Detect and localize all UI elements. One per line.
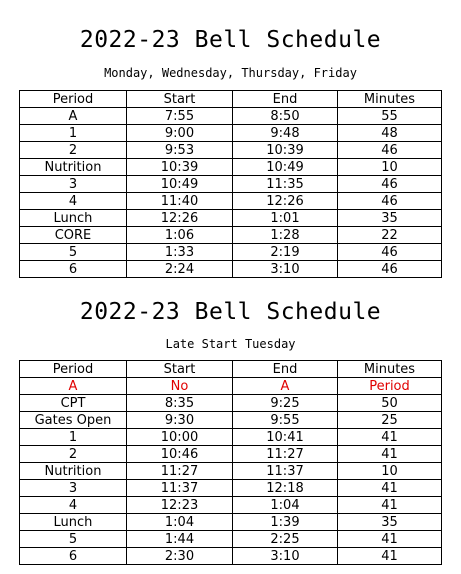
period-cell: 3	[20, 176, 127, 193]
table-row	[20, 125, 442, 142]
header-minutes: Minutes	[338, 91, 442, 108]
start-cell: 9:30	[127, 412, 233, 429]
table-row	[20, 531, 442, 548]
minutes-cell: 50	[338, 395, 442, 412]
period-cell: 2	[20, 142, 127, 159]
highlight-cell: A	[20, 378, 127, 395]
minutes-cell: 10	[338, 463, 442, 480]
table-row	[20, 261, 442, 278]
minutes-cell: 35	[338, 514, 442, 531]
schedule-2-table	[19, 360, 442, 565]
schedule-1-title: 2022-23 Bell Schedule	[79, 27, 382, 53]
minutes-cell: 55	[338, 108, 442, 125]
minutes-cell: 41	[338, 446, 442, 463]
end-cell: 10:41	[233, 429, 338, 446]
schedule-2-title: 2022-23 Bell Schedule	[79, 299, 382, 325]
minutes-cell: 25	[338, 412, 442, 429]
schedule-1-table	[19, 90, 442, 278]
period-cell: 3	[20, 480, 127, 497]
minutes-cell: 46	[338, 244, 442, 261]
schedule-1-subtitle: Monday, Wednesday, Thursday, Friday	[104, 66, 357, 80]
period-cell: 4	[20, 497, 127, 514]
highlight-cell: Period	[338, 378, 442, 395]
table-row	[20, 429, 442, 446]
start-cell: 11:37	[127, 480, 233, 497]
table-row	[20, 497, 442, 514]
start-cell: 8:35	[127, 395, 233, 412]
table-row	[20, 514, 442, 531]
period-cell: 1	[20, 125, 127, 142]
start-cell: 2:24	[127, 261, 233, 278]
period-cell: 6	[20, 548, 127, 565]
header-minutes: Minutes	[338, 361, 442, 378]
start-cell: 1:44	[127, 531, 233, 548]
schedule-2-subtitle: Late Start Tuesday	[165, 337, 296, 351]
table-row	[20, 142, 442, 159]
start-cell: 11:40	[127, 193, 233, 210]
period-cell: CPT	[20, 395, 127, 412]
end-cell: 3:10	[233, 261, 338, 278]
start-cell: 2:30	[127, 548, 233, 565]
period-cell: 4	[20, 193, 127, 210]
minutes-cell: 22	[338, 227, 442, 244]
period-cell: A	[20, 108, 127, 125]
end-cell: 11:27	[233, 446, 338, 463]
end-cell: 9:55	[233, 412, 338, 429]
start-cell: 1:04	[127, 514, 233, 531]
table-header-row	[20, 361, 442, 378]
end-cell: 3:10	[233, 548, 338, 565]
start-cell: 10:46	[127, 446, 233, 463]
minutes-cell: 41	[338, 531, 442, 548]
period-cell: 5	[20, 531, 127, 548]
end-cell: 11:35	[233, 176, 338, 193]
end-cell: 2:19	[233, 244, 338, 261]
table-row	[20, 412, 442, 429]
table-row	[20, 395, 442, 412]
start-cell: 1:06	[127, 227, 233, 244]
table-row	[20, 193, 442, 210]
table-header-row	[20, 91, 442, 108]
minutes-cell: 41	[338, 497, 442, 514]
end-cell: 1:04	[233, 497, 338, 514]
table-row	[20, 480, 442, 497]
end-cell: 9:25	[233, 395, 338, 412]
period-cell: Lunch	[20, 210, 127, 227]
table-row	[20, 244, 442, 261]
start-cell: 7:55	[127, 108, 233, 125]
start-cell: 12:26	[127, 210, 233, 227]
minutes-cell: 41	[338, 480, 442, 497]
minutes-cell: 46	[338, 261, 442, 278]
minutes-cell: 46	[338, 193, 442, 210]
end-cell: 12:18	[233, 480, 338, 497]
header-end: End	[233, 361, 338, 378]
minutes-cell: 46	[338, 142, 442, 159]
start-cell: 9:53	[127, 142, 233, 159]
header-period: Period	[20, 91, 127, 108]
header-start: Start	[127, 361, 233, 378]
end-cell: 8:50	[233, 108, 338, 125]
header-end: End	[233, 91, 338, 108]
start-cell: 10:39	[127, 159, 233, 176]
period-cell: Nutrition	[20, 463, 127, 480]
start-cell: 12:23	[127, 497, 233, 514]
end-cell: 1:01	[233, 210, 338, 227]
minutes-cell: 48	[338, 125, 442, 142]
end-cell: 12:26	[233, 193, 338, 210]
start-cell: 10:49	[127, 176, 233, 193]
end-cell: 11:37	[233, 463, 338, 480]
period-cell: 6	[20, 261, 127, 278]
highlight-cell: A	[233, 378, 338, 395]
table-row	[20, 548, 442, 565]
minutes-cell: 46	[338, 176, 442, 193]
end-cell: 1:28	[233, 227, 338, 244]
end-cell: 1:39	[233, 514, 338, 531]
start-cell: 1:33	[127, 244, 233, 261]
table-row	[20, 210, 442, 227]
period-cell: Gates Open	[20, 412, 127, 429]
period-cell: Lunch	[20, 514, 127, 531]
table-row	[20, 227, 442, 244]
period-cell: 2	[20, 446, 127, 463]
start-cell: 10:00	[127, 429, 233, 446]
header-start: Start	[127, 91, 233, 108]
header-period: Period	[20, 361, 127, 378]
period-cell: Nutrition	[20, 159, 127, 176]
minutes-cell: 10	[338, 159, 442, 176]
period-cell: CORE	[20, 227, 127, 244]
end-cell: 10:49	[233, 159, 338, 176]
table-row	[20, 446, 442, 463]
table-row	[20, 108, 442, 125]
start-cell: 11:27	[127, 463, 233, 480]
table-row	[20, 176, 442, 193]
end-cell: 2:25	[233, 531, 338, 548]
minutes-cell: 41	[338, 548, 442, 565]
no-a-period-row	[20, 378, 442, 395]
start-cell: 9:00	[127, 125, 233, 142]
minutes-cell: 35	[338, 210, 442, 227]
end-cell: 10:39	[233, 142, 338, 159]
highlight-cell: No	[127, 378, 233, 395]
period-cell: 1	[20, 429, 127, 446]
table-row	[20, 463, 442, 480]
period-cell: 5	[20, 244, 127, 261]
minutes-cell: 41	[338, 429, 442, 446]
table-row	[20, 159, 442, 176]
end-cell: 9:48	[233, 125, 338, 142]
